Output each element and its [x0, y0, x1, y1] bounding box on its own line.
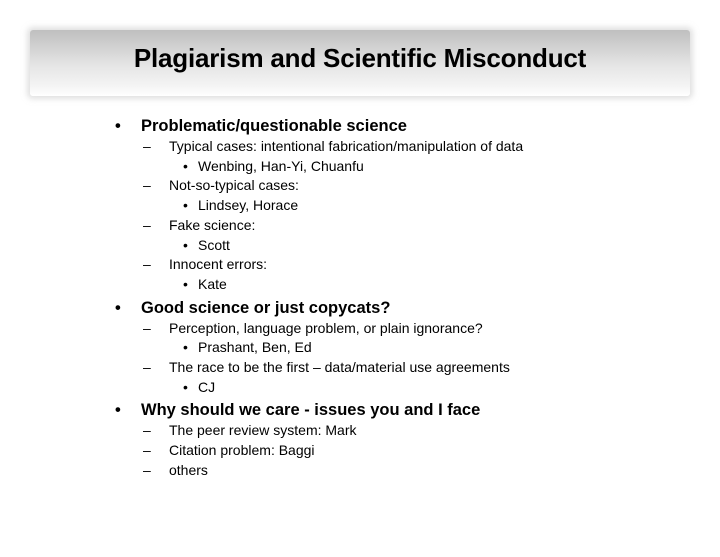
slide-content [113, 113, 693, 481]
bullet-text: Not-so-typical cases: [169, 177, 299, 194]
bullet-level3 [113, 236, 693, 256]
bullet-dot-icon: • [183, 275, 188, 292]
bullet-text: Wenbing, Han-Yi, Chuanfu [198, 157, 364, 174]
bullet-text: Problematic/questionable science [141, 117, 407, 135]
bullet-level1 [113, 399, 693, 421]
bullet-text: Typical cases: intentional fabrication/manipulation of data [169, 138, 524, 154]
dash-icon: – [143, 359, 151, 376]
bullet-level1 [113, 297, 693, 319]
bullet-level3 [113, 275, 693, 295]
bullet-dot-icon: • [183, 197, 188, 214]
bullet-text: Citation problem: Baggi [169, 442, 315, 459]
dash-icon: – [143, 256, 151, 273]
bullet-text: CJ [198, 378, 216, 395]
bullet-dot-icon: • [115, 401, 121, 420]
bullet-level3 [113, 378, 693, 398]
bullet-text: others [169, 461, 208, 478]
bullet-dot-icon: • [115, 298, 121, 317]
bullet-text: The race to be the first – data/material use agreements [169, 359, 510, 376]
bullet-level2 [113, 358, 693, 378]
bullet-level3 [113, 196, 693, 216]
bullet-text: Fake science: [169, 216, 256, 233]
bullet-level2 [113, 176, 693, 196]
bullet-text: Kate [198, 275, 227, 292]
dash-icon: – [143, 216, 151, 233]
bullet-dot-icon: • [183, 157, 188, 174]
bullet-level3 [113, 157, 693, 177]
dash-icon: – [143, 422, 151, 439]
bullet-text: Why should we care - issues you and I face [141, 401, 481, 420]
dash-icon: – [143, 177, 151, 194]
bullet-dot-icon: • [183, 378, 188, 395]
dash-icon: – [143, 138, 151, 154]
bullet-level2 [113, 319, 693, 339]
bullet-list [113, 115, 693, 481]
bullet-level2 [113, 441, 693, 461]
bullet-level3 [113, 338, 693, 358]
bullet-text: Perception, language problem, or plain ignorance? [169, 319, 483, 336]
dash-icon: – [143, 442, 151, 459]
bullet-level2 [113, 421, 693, 441]
bullet-dot-icon: • [115, 117, 121, 135]
bullet-text: Good science or just copycats? [141, 298, 391, 317]
bullet-text: Innocent errors: [169, 256, 268, 273]
slide-title: Plagiarism and Scientific Misconduct [133, 43, 587, 73]
bullet-dot-icon: • [183, 339, 188, 356]
bullet-level1 [113, 115, 693, 137]
bullet-level2 [113, 137, 693, 157]
bullet-text: Prashant, Ben, Ed [198, 339, 312, 356]
dash-icon: – [143, 319, 151, 336]
bullet-level2 [113, 461, 693, 481]
bullet-text: The peer review system: Mark [169, 422, 357, 439]
bullet-level2 [113, 255, 693, 275]
bullet-level2 [113, 216, 693, 236]
bullet-text: Scott [198, 236, 230, 253]
dash-icon: – [143, 461, 151, 478]
bullet-dot-icon: • [183, 236, 188, 253]
bullet-text: Lindsey, Horace [198, 197, 299, 214]
